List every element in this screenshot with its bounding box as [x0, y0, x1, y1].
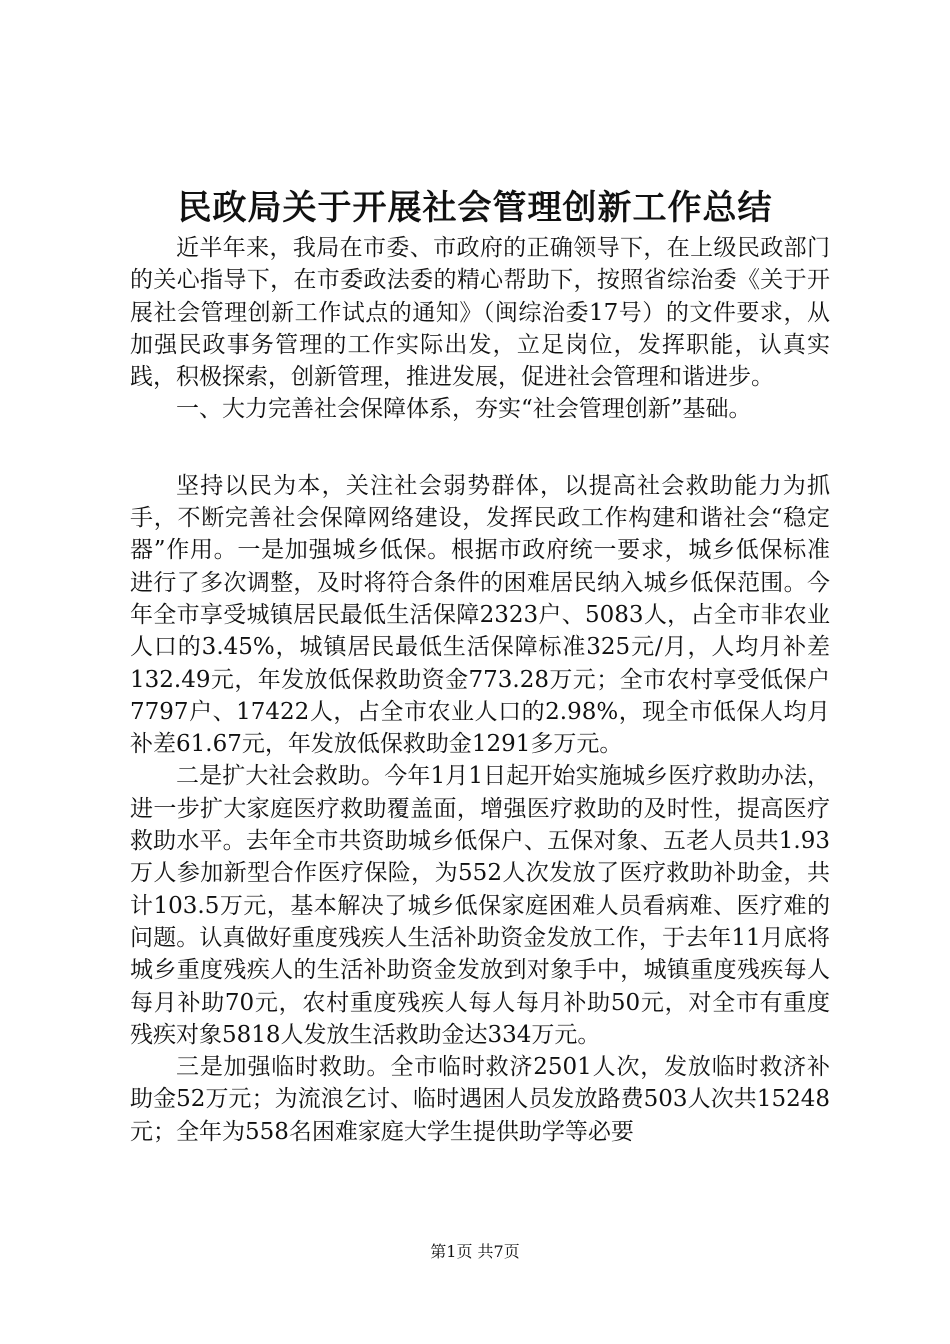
paragraph-low-income-support: 坚持以民为本，关注社会弱势群体，以提高社会救助能力为抓手，不断完善社会保障网络建设，发挥民政工作构建和谐社会“稳定器”作用。一是加强城乡低保。根据市政府统一要求，城乡低保标准进行了多次调整，及时将符合条件的困难居民纳入城乡低保范围。今年全市享受城镇居民最低生活保障2323户、5083人，占全市非农业人口的3.45%，城镇居民最低生活保障标准325元/月，人均月补差132.49元，年发放低保救助资金773.28万元；全市农村享受低保户7797户、17422人，占全市农业人口的2.98%，现全市低保人均月补差61.67元，年发放低保救助金1291多万元。 [130, 472, 830, 758]
document-title: 民政局关于开展社会管理创新工作总结 [177, 188, 773, 228]
paragraph-temporary-assistance: 三是加强临时救助。全市临时救济2501人次，发放临时救济补助金52万元；为流浪乞讨、临时遇困人员发放路费503人次共15248元；全年为558名困难家庭大学生提供助学等必要 [130, 1054, 830, 1145]
page-footer: 第1页 共7页 [430, 1242, 520, 1261]
paragraph-intro: 近半年来，我局在市委、市政府的正确领导下，在上级民政部门的关心指导下，在市委政法委的精心帮助下，按照省综治委《关于开展社会管理创新工作试点的通知》（闽综治委17号）的文件要求，从加强民政事务管理的工作实际出发，立足岗位，发挥职能，认真实践，积极探索，创新管理，推进发展，促进社会管理和谐进步。 [130, 235, 830, 391]
document-body [130, 232, 830, 1148]
section-heading-1: 一、大力完善社会保障体系，夯实“社会管理创新”基础。 [176, 396, 752, 423]
paragraph-social-assistance: 二是扩大社会救助。今年1月1日起开始实施城乡医疗救助办法，进一步扩大家庭医疗救助覆盖面，增强医疗救助的及时性，提高医疗救助水平。去年全市共资助城乡低保户、五保对象、五老人员共1.93万人参加新型合作医疗保险，为552人次发放了医疗救助补助金，共计103.5万元，基本解决了城乡低保家庭困难人员看病难、医疗难的问题。认真做好重度残疾人生活补助资金发放工作，于去年11月底将城乡重度残疾人的生活补助资金发放到对象手中，城镇重度残疾每人每月补助70元，农村重度残疾人每人每月补助50元，对全市有重度残疾对象5818人发放生活救助金达334万元。 [130, 763, 830, 1048]
